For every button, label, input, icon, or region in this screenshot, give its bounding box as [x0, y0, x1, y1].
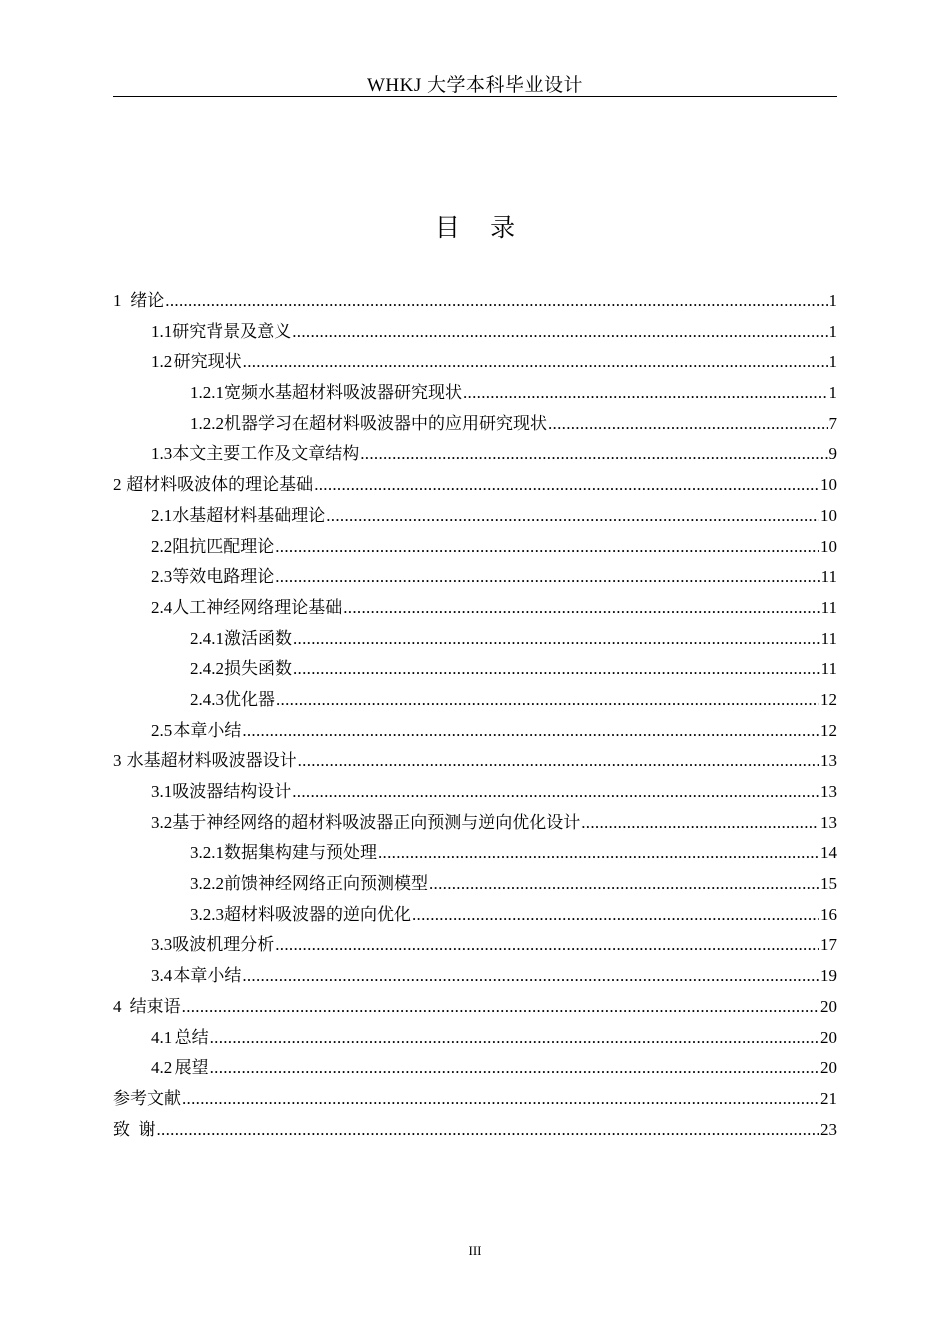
toc-entry-page: 11	[820, 659, 837, 679]
toc-entry-title: 参考文献	[113, 1088, 181, 1108]
dot-leader	[293, 624, 820, 655]
toc-entry-title: 吸波机理分析	[172, 935, 275, 955]
toc-entry-page: 16	[820, 904, 837, 924]
toc-entry-number: 2.4.3	[190, 689, 224, 709]
toc-entry-number: 1.2	[151, 352, 173, 372]
toc-entry-title: 人工神经网络理论基础	[172, 597, 343, 617]
dot-leader	[429, 869, 819, 900]
toc-entry-page: 7	[828, 413, 837, 433]
toc-entry[interactable]	[113, 869, 837, 900]
toc-entry[interactable]	[113, 470, 837, 501]
toc-entry-number: 2.1	[151, 505, 173, 525]
toc-entry-page: 1	[828, 352, 837, 372]
toc-entry-number: 2.2	[151, 536, 173, 556]
toc-entry-number: 3.1	[151, 782, 173, 801]
dot-leader	[275, 930, 819, 961]
dot-leader	[292, 317, 827, 348]
dot-leader	[242, 961, 819, 992]
toc-entry[interactable]	[113, 716, 837, 747]
toc-entry-title: 激活函数	[224, 628, 292, 648]
toc-entry-number: 2.4.2	[190, 659, 224, 679]
toc-entry[interactable]	[113, 624, 837, 655]
toc-entry-number: 4.1	[151, 1027, 173, 1047]
toc-entry-page: 20	[820, 1027, 837, 1047]
toc-entry-number: 3.2.1	[190, 843, 224, 863]
toc-entry-title: 吸波器结构设计	[172, 782, 292, 801]
dot-leader	[378, 838, 819, 869]
dot-leader	[157, 1115, 820, 1146]
toc-entry-title: 数据集构建与预处理	[224, 843, 377, 863]
toc-entry-page: 14	[820, 843, 837, 863]
toc-entry-page: 11	[820, 628, 837, 648]
toc-title: 目 录	[434, 215, 528, 242]
toc-entry-title: 总结	[174, 1027, 209, 1047]
toc-entry-number: 2.4	[151, 597, 173, 617]
toc-entry-page: 13	[820, 751, 837, 771]
toc-entry-page: 20	[820, 1058, 837, 1078]
dot-leader	[165, 286, 827, 317]
dot-leader	[243, 347, 828, 378]
toc-entry-page: 1	[828, 383, 837, 403]
toc-entry-title: 结束语	[129, 996, 181, 1016]
dot-leader	[210, 1053, 819, 1084]
toc-entry-page: 21	[820, 1088, 837, 1108]
toc-entry-title: 阻抗匹配理论	[172, 536, 275, 556]
toc-entry-page: 12	[820, 689, 837, 709]
toc-entry-number: 2.3	[151, 567, 173, 587]
toc-entry[interactable]	[113, 562, 837, 593]
dot-leader	[412, 900, 819, 931]
dot-leader	[276, 685, 819, 716]
dot-leader	[581, 808, 819, 839]
toc-entry-number: 1.2.2	[190, 413, 224, 433]
dot-leader	[548, 409, 828, 440]
toc-entry-page: 13	[820, 782, 837, 801]
toc-entry-page: 23	[820, 1119, 837, 1139]
toc-entry[interactable]	[113, 808, 837, 839]
toc-entry-page: 9	[828, 444, 837, 464]
toc-entry-page: 10	[820, 536, 837, 556]
toc-entry-number: 3.2	[151, 812, 173, 832]
toc-entry-page: 15	[820, 874, 837, 894]
toc-entry[interactable]	[113, 685, 837, 716]
toc-entry[interactable]	[113, 1023, 837, 1054]
page-header: WHKJ 大学本科毕业设计	[113, 70, 837, 97]
toc-entry-page: 13	[820, 812, 837, 832]
toc-entry-title: 绪论	[130, 291, 165, 310]
toc-entry-number: 2.5	[151, 720, 173, 740]
dot-leader	[182, 992, 819, 1023]
toc-entry-page: 10	[820, 505, 837, 525]
toc-entry-title: 本章小结	[173, 966, 242, 986]
toc-entry[interactable]	[113, 838, 837, 869]
toc-entry-page: 1	[828, 291, 837, 310]
toc-entry-number: 3.4	[151, 966, 173, 986]
toc-entry-page: 17	[820, 935, 837, 955]
toc-entry-title: 本文主要工作及文章结构	[172, 444, 360, 464]
dot-leader	[293, 654, 820, 685]
toc-entry-number: 3.2.2	[190, 874, 224, 894]
toc-entry-title: 超材料吸波器的逆向优化	[224, 904, 411, 924]
toc-entry[interactable]	[113, 654, 837, 685]
toc-entry-page: 12	[820, 720, 837, 740]
toc-entry[interactable]	[113, 992, 837, 1023]
toc-entry-number: 2.4.1	[190, 628, 224, 648]
toc-entry[interactable]	[113, 501, 837, 532]
toc-entry[interactable]	[113, 286, 837, 317]
toc-entry-page: 11	[820, 597, 837, 617]
toc-entry[interactable]	[113, 900, 837, 931]
toc-entry-number: 3.3	[151, 935, 173, 955]
toc-entry-title: 展望	[174, 1058, 209, 1078]
toc-entry-page: 10	[820, 475, 837, 495]
toc-entry-number: 1	[113, 291, 122, 310]
toc-entry[interactable]	[113, 1115, 837, 1146]
dot-leader	[343, 593, 819, 624]
dot-leader	[275, 532, 819, 563]
dot-leader	[242, 716, 819, 747]
dot-leader	[326, 501, 819, 532]
toc-entry[interactable]	[113, 317, 837, 348]
toc-entry[interactable]	[113, 409, 837, 440]
toc-entry-page: 19	[820, 966, 837, 986]
toc-entry[interactable]	[113, 378, 837, 409]
toc-entry-title: 前馈神经网络正向预测模型	[224, 874, 428, 894]
toc-entry-title: 超材料吸波体的理论基础	[126, 475, 314, 495]
dot-leader	[275, 562, 819, 593]
toc-entry-title: 机器学习在超材料吸波器中的应用研究现状	[224, 413, 547, 433]
toc-entry-title: 研究背景及意义	[172, 321, 292, 341]
toc-entry[interactable]	[113, 1084, 837, 1115]
page-number: III	[468, 1243, 482, 1258]
toc-entry[interactable]	[113, 593, 837, 624]
dot-leader	[210, 1023, 819, 1054]
toc-entry-title: 基于神经网络的超材料吸波器正向预测与逆向优化设计	[172, 812, 581, 832]
toc-entry-title: 损失函数	[224, 659, 292, 679]
toc-entry-title: 优化器	[224, 689, 275, 709]
toc-entry-title: 研究现状	[173, 352, 242, 372]
toc-entry-page: 11	[820, 567, 837, 587]
toc-entry-number: 3.2.3	[190, 904, 224, 924]
dot-leader	[314, 470, 819, 501]
table-of-contents	[113, 286, 837, 1145]
toc-entry-title: 致 谢	[113, 1119, 156, 1139]
toc-entry-title: 等效电路理论	[172, 567, 275, 587]
dot-leader	[292, 777, 819, 808]
toc-entry-page: 1	[828, 321, 837, 341]
toc-entry[interactable]	[113, 961, 837, 992]
dot-leader	[463, 378, 828, 409]
toc-entry-title: 宽频水基超材料吸波器研究现状	[224, 383, 462, 403]
dot-leader	[360, 439, 827, 470]
toc-entry-number: 1.2.1	[190, 383, 224, 403]
toc-entry-title: 水基超材料吸波器设计	[126, 751, 297, 771]
toc-entry[interactable]	[113, 347, 837, 378]
toc-entry[interactable]	[113, 439, 837, 470]
toc-entry[interactable]	[113, 1053, 837, 1084]
toc-entry-title: 本章小结	[173, 720, 242, 740]
dot-leader	[182, 1084, 819, 1115]
toc-entry-number: 2	[113, 475, 122, 495]
toc-entry-title: 水基超材料基础理论	[172, 505, 326, 525]
toc-entry[interactable]	[113, 930, 837, 961]
toc-entry-number: 4.2	[151, 1058, 173, 1078]
toc-entry[interactable]	[113, 777, 837, 808]
toc-entry-number: 1.3	[151, 444, 173, 464]
toc-entry[interactable]	[113, 532, 837, 563]
dot-leader	[298, 746, 819, 777]
toc-entry-number: 1.1	[151, 321, 173, 341]
toc-entry-number: 4	[113, 996, 122, 1016]
toc-entry[interactable]	[113, 746, 837, 777]
toc-entry-page: 20	[820, 996, 837, 1016]
toc-entry-number: 3	[113, 751, 122, 771]
